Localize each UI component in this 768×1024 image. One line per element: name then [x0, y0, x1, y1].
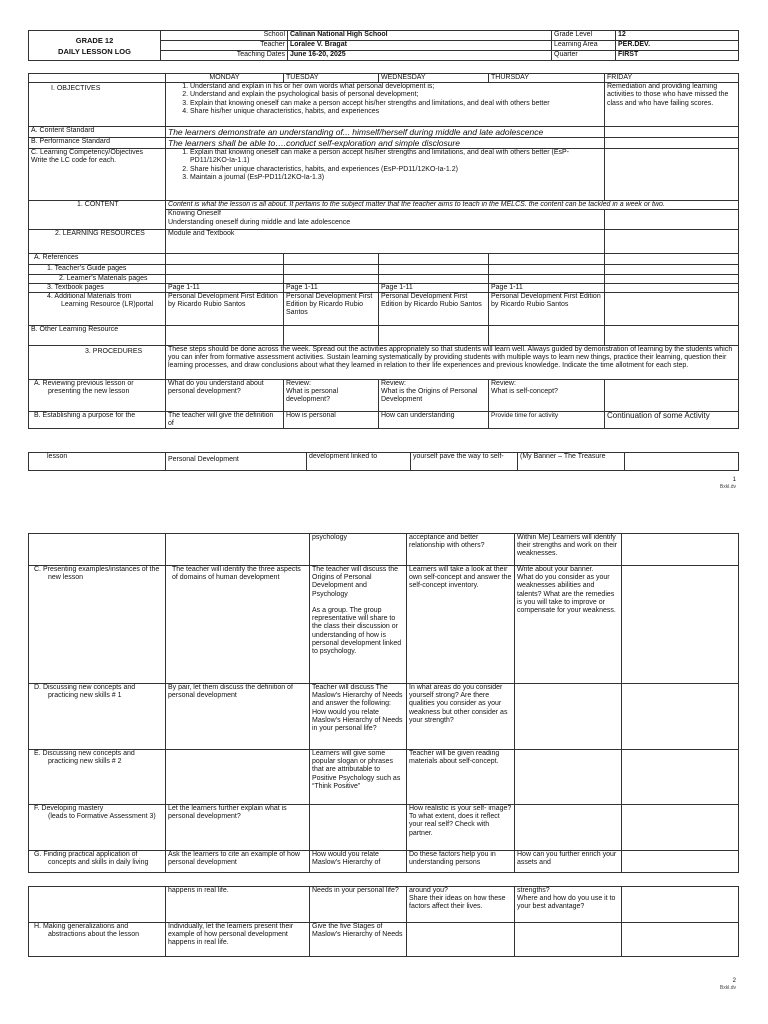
ref-cell — [489, 274, 605, 283]
performance-standard-label: B. Performance Standard — [29, 138, 166, 149]
day-thursday: THURSDAY — [489, 74, 605, 83]
grade-title — [29, 31, 161, 61]
application-cont-mon: happens in real life. — [166, 887, 310, 923]
ref-cell — [379, 326, 489, 346]
content-standard-text: The learners demonstrate an understanding of... himself/herself during middle and late adolescence — [166, 127, 605, 138]
review-thu: Review: What is self-concept? — [489, 380, 605, 412]
additional-label-line: 4. Additional Materials from — [47, 293, 132, 301]
discuss1-wed: In what areas do you consider yourself strong? Are there qualities you consider as your weakness but other consider as your strength? — [407, 684, 515, 750]
p2-blank — [166, 750, 310, 805]
purpose-label-cont: lesson — [29, 453, 166, 471]
ref-cell — [166, 254, 284, 265]
objectives-label-text: I. OBJECTIVES — [51, 85, 101, 93]
objectives-label — [29, 83, 166, 127]
purpose-mon: The teacher will give the definition of — [166, 412, 284, 429]
competency-item: 3. Maintain a journal (EsP-PD11/12KO-Ia-1.3) — [190, 174, 602, 182]
objective-item: 1. Understand and explain in his or her own words what personal development is; — [190, 83, 602, 91]
ref-cell — [605, 283, 739, 292]
ref-cell — [166, 326, 284, 346]
presenting-label — [29, 566, 166, 684]
purpose-p3-wed: acceptance and better relationship with others? — [407, 534, 515, 566]
application-wed: Do these factors help you in understanding persons — [407, 851, 515, 873]
competency-label — [29, 149, 166, 201]
generalization-label-line: abstractions about the lesson — [48, 931, 140, 939]
procedures-label-text: 3. PROCEDURES — [85, 348, 143, 356]
additional-materials-label — [29, 293, 166, 326]
resources-friday — [605, 230, 739, 254]
purpose-continuation-table — [28, 452, 739, 471]
header-table — [28, 30, 739, 61]
ref-cell — [284, 274, 379, 283]
p2-blank — [622, 851, 739, 873]
textbook-pages-thu: Page 1-11 — [489, 283, 605, 292]
discuss1-label-line: D. Discussing new concepts and — [34, 684, 136, 691]
mastery-mon: Let the learners further explain what is personal development? — [166, 805, 310, 851]
purpose-wed: How can understanding — [379, 412, 489, 429]
content-topic: Knowing Oneself — [168, 210, 221, 218]
competency-item: 2. Share his/her unique characteristics, habits, and experiences (EsP-PD11/12KO-Ia-1.2) — [190, 166, 602, 174]
p2-blank — [515, 805, 622, 851]
dates-value: June 16-20, 2025 — [288, 51, 552, 61]
additional-thu: Personal Development First Edition by Ricardo Rubio Santos — [489, 293, 605, 326]
tg-pages-label: 1. Teacher’s Guide pages — [29, 265, 166, 274]
presenting-thu: Write about your banner. What do you consider as your weaknesses abilities and talents? What are the remedies is you will take to improve or compensate for your weakness. — [515, 566, 622, 684]
mastery-label-line: (leads to Formative Assessment 3) — [48, 813, 156, 821]
additional-mon: Personal Development First Edition by Ricardo Rubio Santos — [166, 293, 284, 326]
day-monday: MONDAY — [166, 74, 284, 83]
presenting-label-line: C. Presenting examples/instances of the — [34, 566, 160, 573]
page-number-2 — [720, 978, 736, 992]
objective-item: 4. Share his/her unique characteristics, habits, and experiences — [190, 108, 602, 116]
ref-cell — [489, 254, 605, 265]
ref-cell — [166, 274, 284, 283]
page-number: 1 — [732, 477, 736, 483]
presenting-wed: Learners will take a look at their own self-concept and answer the self-concept inventory. — [407, 566, 515, 684]
content-standard-friday — [605, 127, 739, 138]
teacher-value: Loralee V. Bragat — [288, 41, 552, 51]
textbook-pages-wed: Page 1-11 — [379, 283, 489, 292]
presenting-mon: The teacher will identify the three aspects of domains of human development — [166, 566, 310, 684]
review-wed: Review: What is the Origins of Personal Development — [379, 380, 489, 412]
purpose-thu: Provide time for activity — [489, 412, 605, 429]
ref-cell — [489, 326, 605, 346]
other-resource-label: B. Other Learning Resource — [29, 326, 166, 346]
ref-cell — [605, 274, 739, 283]
p2-blank — [622, 923, 739, 957]
ref-cell — [605, 265, 739, 274]
p2-blank — [622, 566, 739, 684]
resources-label — [29, 230, 166, 254]
discuss2-tue: Learners will give some popular slogan or phrases that are attributable to Positive Psychology such as “Think Positive” — [310, 750, 407, 805]
competency-list — [166, 149, 605, 201]
p2-blank — [407, 923, 515, 957]
objective-item: 3. Explain that knowing oneself can make a person accept his/her strengths and limitations, and deal with others better — [190, 100, 602, 108]
ref-cell — [284, 254, 379, 265]
grade-level-label: Grade Level — [552, 31, 616, 41]
review-label — [29, 380, 166, 412]
objective-item: 2. Understand and explain the psychological basis of personal development; — [190, 91, 602, 99]
competency-friday — [605, 149, 739, 201]
ref-cell — [605, 293, 739, 326]
learning-area-value: PER.DEV. — [616, 41, 739, 51]
content-label-text: 1. CONTENT — [77, 201, 119, 209]
procedures-label — [29, 346, 166, 380]
generalization-mon: Individually, let the learners present their example of how personal development happens in real life. — [166, 923, 310, 957]
application-label — [29, 851, 166, 873]
grade-level-value: 12 — [616, 31, 739, 41]
school-value: Calinan National High School — [288, 31, 552, 41]
purpose-label: B. Establishing a purpose for the — [29, 412, 166, 429]
p2-blank — [166, 534, 310, 566]
grade-label: GRADE 12 — [75, 35, 114, 45]
ref-cell — [379, 274, 489, 283]
resources-text: Module and Textbook — [166, 230, 605, 254]
page-code: Bxkl.dv — [719, 484, 736, 490]
ref-cell — [605, 326, 739, 346]
p2-blank — [29, 534, 166, 566]
ref-cell — [379, 254, 489, 265]
p2-blank — [622, 684, 739, 750]
additional-wed: Personal Development First Edition by Ricardo Rubio Santos — [379, 293, 489, 326]
competency-sublabel: Write the LC code for each. — [31, 157, 117, 165]
content-topics — [166, 210, 605, 230]
day-wednesday: WEDNESDAY — [379, 74, 489, 83]
discuss1-tue: Teacher will discuss The Maslow’s Hierarchy of Needs and answer the following: How would you relate Maslow’s Hierarchy of Needs in your personal life? — [310, 684, 407, 750]
application-tue: How would you relate Maslow’s Hierarchy of — [310, 851, 407, 873]
ref-cell — [605, 254, 739, 265]
application-thu: How can you further enrich your assets and — [515, 851, 622, 873]
discuss2-label — [29, 750, 166, 805]
content-standard-label: A. Content Standard — [29, 127, 166, 138]
purpose-cont-thu: (My Banner – The Treasure — [518, 453, 625, 471]
application-mon: Ask the learners to cite an example of how personal development — [166, 851, 310, 873]
discuss2-label-line: practicing new skills # 2 — [48, 758, 122, 766]
p2-blank — [622, 534, 739, 566]
additional-tue: Personal Development First Edition by Ricardo Rubio Santos — [284, 293, 379, 326]
content-friday — [605, 210, 739, 230]
quarter-label: Quarter — [552, 51, 616, 61]
discuss2-label-line: E. Discussing new concepts and — [34, 750, 135, 757]
purpose-cont-wed: yourself pave the way to self- — [411, 453, 518, 471]
purpose-cont-mon: Personal Development — [166, 453, 307, 471]
ref-cell — [489, 265, 605, 274]
discuss1-label — [29, 684, 166, 750]
review-fri — [605, 380, 739, 412]
p2-blank — [310, 805, 407, 851]
objectives-friday: Remediation and providing learning activities to those who have missed the class and who have failing scores. — [605, 83, 739, 127]
competency-item: 1. Explain that knowing oneself can make a person accept his/her strengths and limitations, and deal with others better (EsP-PD11/12KO-Ia-1.1) — [190, 149, 602, 165]
generalization-label-line: H. Making generalizations and — [34, 923, 129, 930]
references-label: A. References — [29, 254, 166, 265]
page-number: 2 — [732, 978, 736, 984]
day-tuesday: TUESDAY — [284, 74, 379, 83]
presenting-tue: The teacher will discuss the Origins of Personal Development and Psychology As a group. The group representative will share to the class their discussion or understanding of how is personal development linked to psychology. — [310, 566, 407, 684]
lesson-table-page2 — [28, 533, 739, 873]
p2-blank — [515, 750, 622, 805]
p2-blank — [29, 887, 166, 923]
ref-cell — [284, 265, 379, 274]
additional-label-line: Learning Resource (LR)portal — [61, 301, 154, 309]
mastery-label — [29, 805, 166, 851]
presenting-label-line: new lesson — [48, 574, 84, 582]
log-title: DAILY LESSON LOG — [58, 46, 131, 56]
textbook-pages-mon: Page 1-11 — [166, 283, 284, 292]
school-label: School — [161, 31, 288, 41]
day-friday: FRIDAY — [605, 74, 739, 83]
application-label-line: G. Finding practical application of — [34, 851, 138, 858]
p2-blank — [622, 750, 739, 805]
content-note: Content is what the lesson is all about. It pertains to the subject matter that the teacher aims to teach in the MELCS. the content can be tackled in a week or two. — [166, 201, 739, 210]
performance-standard-text: The learners shall be able to….conduct self-exploration and simple disclosure — [166, 138, 605, 149]
p2-blank — [515, 684, 622, 750]
purpose-tue: How is personal — [284, 412, 379, 429]
learning-area-label: Learning Area — [552, 41, 616, 51]
application-label-line: concepts and skills in daily living — [48, 859, 149, 867]
objectives-list — [166, 83, 605, 127]
purpose-cont-fri — [625, 453, 739, 471]
review-mon: What do you understand about personal development? — [166, 380, 284, 412]
quarter-value: FIRST — [616, 51, 739, 61]
content-topic: Understanding oneself during middle and late adolescence — [168, 218, 351, 226]
generalization-label — [29, 923, 166, 957]
resources-label-text: 2. LEARNING RESOURCES — [55, 230, 145, 238]
textbook-pages-label: 3. Textbook pages — [29, 283, 166, 292]
lm-pages-label: 2. Learner’s Materials pages — [29, 274, 166, 283]
purpose-cont-tue: development linked to — [307, 453, 411, 471]
teacher-label: Teacher — [161, 41, 288, 51]
p2-blank — [515, 923, 622, 957]
application-cont-wed: around you? Share their ideas on how these factors affect their lives. — [407, 887, 515, 923]
procedures-text: These steps should be done across the week. Spread out the activities appropriately so that students will learn well. Always guided by demonstration of learning by the students which you can infer from formative assessment activities. Sustain learning systematically by providing students with multiple ways to learn new things, practice their learning, question their learning processes, and draw conclusions about what they learned in relation to their life experiences and previous knowledge. Indicate the time allotment for each step. — [166, 346, 739, 380]
ref-cell — [284, 326, 379, 346]
application-cont-thu: strengths? Where and how do you use it to your best advantage? — [515, 887, 622, 923]
review-label-line: A. Reviewing previous lesson or — [34, 380, 134, 388]
textbook-pages-tue: Page 1-11 — [284, 283, 379, 292]
discuss2-wed: Teacher will be given reading materials about self-concept. — [407, 750, 515, 805]
page-code: Bxkl.dv — [719, 985, 736, 991]
mastery-wed: How realistic is your self- image? To what extent, does it reflect your real self? Check with partner. — [407, 805, 515, 851]
discuss1-label-line: practicing new skills # 1 — [48, 692, 122, 700]
performance-standard-friday — [605, 138, 739, 149]
application-cont-tue: Needs in your personal life? — [310, 887, 407, 923]
ref-cell — [379, 265, 489, 274]
review-tue: Review: What is personal development? — [284, 380, 379, 412]
lesson-table-page2-bottom — [28, 886, 739, 957]
purpose-p3-tue: psychology — [310, 534, 407, 566]
competency-label-text: C. Learning Competency/Objectives — [31, 149, 144, 157]
content-label — [29, 201, 166, 230]
p2-blank — [622, 805, 739, 851]
purpose-p3-thu: Within Me) Learners will identify their strengths and work on their weaknesses. — [515, 534, 622, 566]
review-label-line: presenting the new lesson — [48, 388, 130, 396]
discuss1-mon: By pair, let them discuss the definition of personal development — [166, 684, 310, 750]
ref-cell — [166, 265, 284, 274]
mastery-label-line: F. Developing mastery — [34, 805, 104, 812]
lesson-table-page1 — [28, 73, 739, 429]
page-number-1 — [720, 477, 736, 491]
purpose-fri: Continuation of some Activity — [605, 412, 739, 429]
generalization-tue: Give the five Stages of Maslow’s Hierarchy of Needs — [310, 923, 407, 957]
dates-label: Teaching Dates — [161, 51, 288, 61]
days-corner — [29, 74, 166, 83]
p2-blank — [622, 887, 739, 923]
